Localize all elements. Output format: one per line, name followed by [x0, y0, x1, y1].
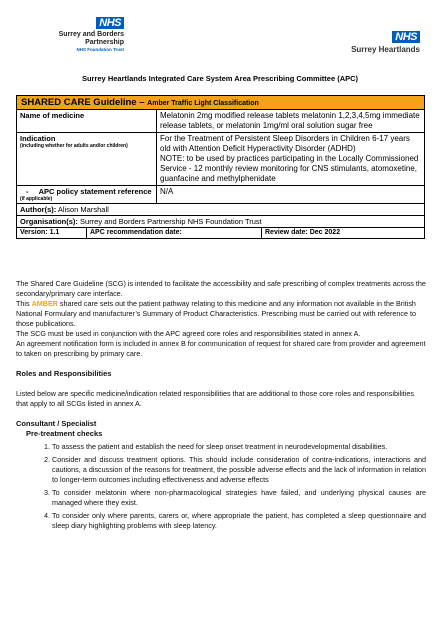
- indication-label: Indication: [20, 134, 56, 143]
- guideline-classification: Amber Traffic Light Classification: [147, 100, 259, 107]
- amber-word: AMBER: [31, 299, 58, 308]
- amber-paragraph: [16, 299, 426, 329]
- amber-paragraph-rest: shared care sets out the patient pathway relating to this medicine and any information not available in the British National Formulary and manufacturer’s Summary of Product Characteristics. Prescribing must be carried out with reference to those publications.: [16, 299, 417, 328]
- indication-row: [17, 133, 424, 186]
- version-value: Version: 1.1: [17, 228, 87, 238]
- list-item: 4. To consider only where parents, carers or, where appropriate the patient, has completed a sleep questionnaire and sleep diary highlighting problems with sleep latency.: [52, 511, 426, 531]
- consultant-heading: Consultant / Specialist: [16, 419, 97, 428]
- apc-note: (if applicable): [20, 196, 53, 202]
- surrey-heartlands-name: Surrey Heartlands: [351, 45, 420, 54]
- list-item: 1. To assess the patient and establish the need for sleep onset treatment in neurodevelopmental disabilities.: [52, 442, 426, 452]
- guideline-summary-table: [16, 95, 425, 239]
- guideline-title-bar: [17, 96, 424, 110]
- list-item: 2. Consider and discuss treatment options. This should include consideration of contra-indications, interactions and cautions, a discussion of the reasons for treatment, the possible adverse effects and the lack of information in relation to longer-term outcomes including effectiveness and adverse effects: [52, 455, 426, 485]
- indication-label-cell: [17, 133, 157, 185]
- author-row: [17, 204, 424, 216]
- pretreatment-heading: Pre-treatment checks: [26, 429, 103, 438]
- medicine-value: Melatonin 2mg modified release tablets melatonin 1,2,3,4,5mg immediate release tablets, or melatonin 1mg/ml oral solution sugar free: [160, 111, 420, 130]
- intro-paragraph: The Shared Care Guideline (SCG) is intended to facilitate the accessibility and safe prescribing of complex treatments across the secondary/primary care interface.: [16, 279, 426, 298]
- apc-label-cell: [17, 186, 157, 203]
- roles-paragraph: Listed below are specific medicine/indication related responsibilities that are additional to those core roles and responsibilities that apply to all SCGs listed in annex A.: [16, 389, 414, 408]
- organisation-row: [17, 216, 424, 228]
- amber-paragraph-start: This: [16, 299, 32, 308]
- apc-row: [17, 186, 424, 204]
- annex-b-paragraph: An agreement notification form is included in annex B for communication of request for shared care from provider and agreement to taken on prescribing by primary care.: [16, 339, 426, 358]
- version-row: [17, 228, 424, 238]
- apc-label: APC policy statement reference: [38, 187, 152, 196]
- document-body: [16, 279, 426, 534]
- page-header: [0, 0, 440, 60]
- organisation-value: Surrey and Borders Partnership NHS Foundation Trust: [80, 217, 262, 226]
- medicine-label: Name of medicine: [17, 110, 157, 132]
- medicine-row: [17, 110, 424, 133]
- indication-value-cell: [157, 133, 424, 185]
- list-item: 3. To consider melatonin where non-pharmacological strategies have failed, and underlying physical causes are managed where they exist.: [52, 488, 426, 508]
- annex-a-paragraph: The SCG must be used in conjunction with the APC agreed core roles and responsibilities stated in annex A.: [16, 329, 361, 338]
- review-date: Review date: Dec 2022: [265, 229, 341, 236]
- apc-value: N/A: [160, 187, 174, 196]
- author-label: Author(s):: [20, 205, 57, 214]
- indication-value: For the Treatment of Persistent Sleep Disorders in Children 6-17 years old with Attention Deficit Hyperactivity Disorder (ADHD): [160, 134, 410, 153]
- organisation-label: Organisation(s):: [20, 217, 78, 226]
- roles-heading: Roles and Responsibilities: [16, 369, 112, 378]
- surrey-heartlands-logo: [351, 27, 420, 54]
- sabp-name-line1: Surrey and Borders: [58, 31, 124, 38]
- sabp-logo: [14, 13, 124, 53]
- nhs-logo-left: NHS: [96, 17, 124, 29]
- pretreatment-list: [16, 442, 426, 531]
- indication-note: (including whether for adults and/or children): [20, 143, 128, 149]
- indication-note-2: NOTE: to be used by practices participating in the Locally Commissioned Service - 12 monthly review monitoring for CNS stimulants, atomoxetine, guanfacine and methylphenidate: [160, 154, 419, 183]
- apc-dash: -: [26, 187, 29, 196]
- author-value: Alison Marshall: [57, 205, 109, 214]
- committee-title: Surrey Heartlands Integrated Care System Area Prescribing Committee (APC): [81, 74, 359, 83]
- sabp-name-line3: NHS Foundation Trust: [76, 47, 124, 52]
- sabp-name-line2: Partnership: [85, 39, 124, 46]
- apc-recommendation-date: APC recommendation date:: [87, 228, 262, 238]
- guideline-title: SHARED CARE Guideline –: [21, 97, 145, 108]
- nhs-logo-right: NHS: [392, 31, 420, 43]
